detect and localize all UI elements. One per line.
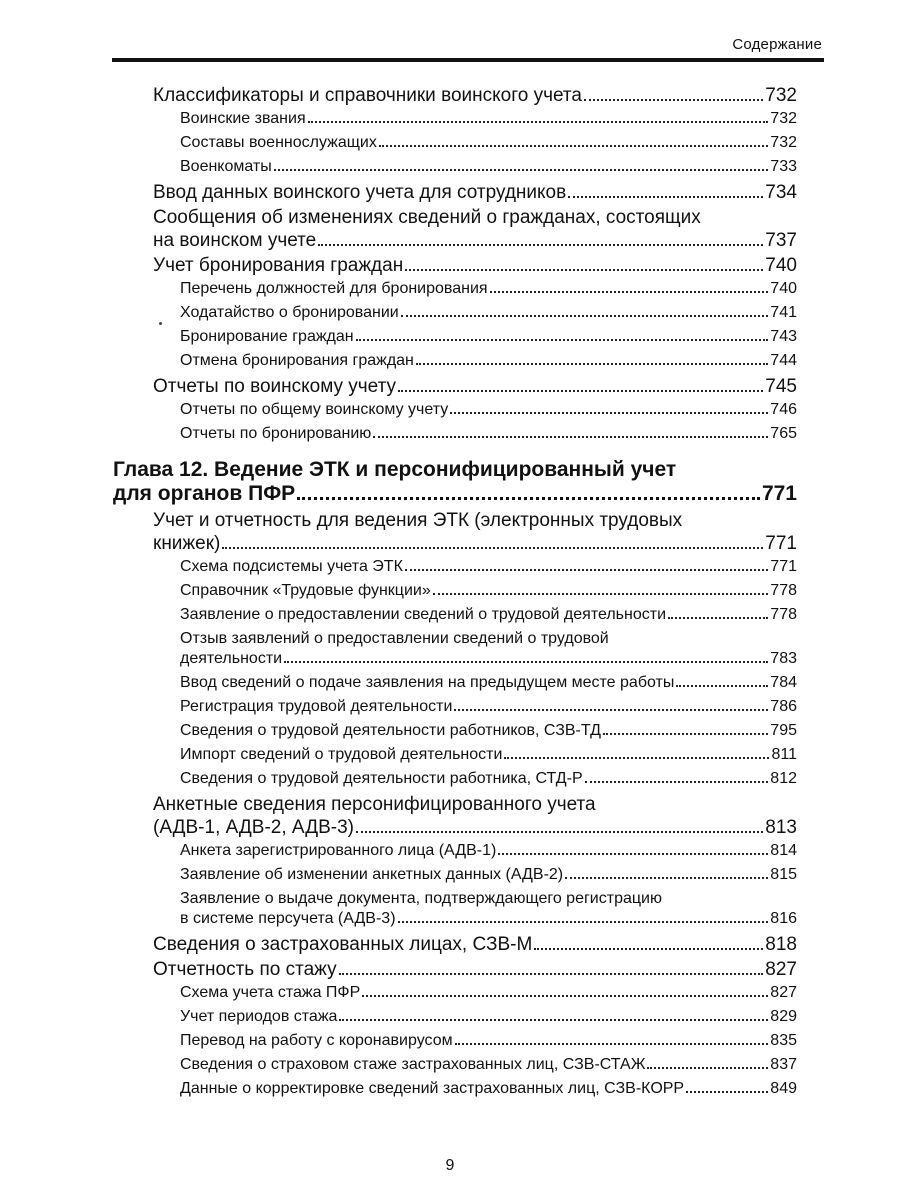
toc-section [153, 375, 797, 398]
table-of-contents [0, 84, 900, 1103]
toc-entry-line [113, 458, 797, 482]
toc-entry-title: Отмена бронирования граждан [180, 352, 414, 369]
toc-subsection [180, 1031, 797, 1051]
toc-subsection [180, 303, 797, 323]
toc-subsection [180, 557, 797, 577]
dot-leader [454, 709, 768, 711]
toc-section [153, 254, 797, 277]
toc-subsection [180, 841, 797, 861]
toc-subsection [180, 889, 797, 929]
toc-subsection [180, 629, 797, 669]
toc-entry-title: Заявление о выдаче документа, подтверждающего регистрацию [180, 890, 662, 907]
toc-entry-title: Ввод данных воинского учета для сотрудников [153, 182, 567, 203]
toc-entry-line [153, 229, 797, 252]
toc-subsection [180, 400, 797, 420]
toc-page-number: 745 [765, 376, 797, 397]
toc-subsection [180, 424, 797, 444]
toc-entry-title: Схема подсистемы учета ЭТК [180, 558, 403, 575]
toc-page-number: 778 [770, 606, 797, 623]
dot-leader [647, 1067, 768, 1069]
dot-leader [565, 877, 768, 879]
toc-page-number: 835 [770, 1032, 797, 1049]
toc-entry-title: Сведения о застрахованных лицах, СЗВ-М [153, 934, 533, 955]
toc-entry-title: Бронирование граждан [180, 328, 354, 345]
toc-subsection [180, 769, 797, 789]
toc-page-number: 813 [765, 817, 797, 838]
dot-leader [362, 995, 768, 997]
toc-page-number: 737 [765, 230, 797, 251]
dot-leader [534, 948, 763, 950]
toc-subsection [180, 745, 797, 765]
toc-page-number: 733 [770, 158, 797, 175]
dot-leader [297, 497, 760, 500]
toc-subsection [180, 1007, 797, 1027]
dot-leader [676, 685, 768, 687]
header-rule [112, 58, 824, 62]
toc-entry-title: Военкоматы [180, 158, 272, 175]
toc-entry-title: Заявление об изменении анкетных данных (АДВ-2) [180, 866, 564, 883]
toc-entry-title: Перевод на работу с коронавирусом [180, 1032, 453, 1049]
toc-subsection [180, 1055, 797, 1075]
toc-entry-title: Сообщения об изменениях сведений о гражданах, состоящих [153, 207, 701, 228]
toc-entry-title: Перечень должностей для бронирования [180, 280, 488, 297]
dot-leader [222, 547, 763, 549]
toc-subsection [180, 721, 797, 741]
dot-leader [379, 145, 768, 147]
toc-entry-title: Глава 12. Ведение ЭТК и персонифицированный учет [113, 458, 677, 481]
toc-subsection [180, 157, 797, 177]
toc-page-number: 812 [770, 770, 797, 787]
toc-page-number: 849 [770, 1080, 797, 1097]
toc-entry-title: Воинские звания [180, 110, 306, 127]
toc-page-number: 818 [765, 934, 797, 955]
toc-page-number: 815 [770, 866, 797, 883]
toc-entry-title: Ввод сведений о подаче заявления на предыдущем месте работы [180, 674, 675, 691]
toc-page-number: 795 [770, 722, 797, 739]
toc-section [153, 509, 797, 555]
toc-page-number: 732 [770, 110, 797, 127]
toc-subsection [180, 983, 797, 1003]
dot-leader [398, 921, 769, 923]
toc-section [153, 793, 797, 839]
toc-entry-line [153, 206, 797, 229]
toc-entry-title: Регистрация трудовой деятельности [180, 698, 453, 715]
toc-page-number: 814 [770, 842, 797, 859]
toc-entry-title: Данные о корректировке сведений застрахованных лиц, СЗВ-КОРР [180, 1080, 685, 1097]
toc-subsection [180, 581, 797, 601]
toc-entry-line [153, 509, 797, 532]
toc-page-number: 827 [765, 959, 797, 980]
dot-leader [318, 244, 763, 246]
dot-leader [584, 99, 763, 101]
dot-leader [339, 1019, 768, 1021]
toc-section [153, 84, 797, 107]
dot-leader [398, 390, 763, 392]
dot-leader [568, 196, 763, 198]
page-number: 9 [445, 1157, 455, 1174]
running-head: Содержание [732, 36, 822, 53]
toc-page-number: 786 [770, 698, 797, 715]
toc-page-number: 829 [770, 1008, 797, 1025]
toc-entry-title: Сведения о страховом стаже застрахованных лиц, СЗВ-СТАЖ [180, 1056, 646, 1073]
toc-entry-title: Справочник «Трудовые функции» [180, 582, 431, 599]
toc-page-number: 784 [770, 674, 797, 691]
toc-subsection [180, 605, 797, 625]
toc-entry-title: Импорт сведений о трудовой деятельности [180, 746, 503, 763]
toc-page-number: 744 [770, 352, 797, 369]
toc-page-number: 837 [770, 1056, 797, 1073]
toc-entry-title: Отчетность по стажу [153, 959, 337, 980]
toc-subsection [180, 697, 797, 717]
toc-subsection [180, 1079, 797, 1099]
dot-leader [433, 593, 769, 595]
toc-entry-title: книжек) [153, 533, 221, 554]
toc-page-number: 732 [770, 134, 797, 151]
toc-subsection [180, 865, 797, 885]
toc-page-number: 771 [770, 558, 797, 575]
toc-page-number: 732 [765, 85, 797, 106]
toc-entry-title: Отчеты по воинскому учету [153, 376, 397, 397]
toc-entry-line [153, 793, 797, 816]
toc-page-number: 827 [770, 984, 797, 1001]
toc-entry-title: Отчеты по общему воинскому учету [180, 401, 449, 418]
stray-dot-mark [159, 322, 162, 325]
dot-leader [356, 339, 769, 341]
toc-section [153, 958, 797, 981]
dot-leader [490, 291, 769, 293]
dot-leader [284, 661, 768, 663]
dot-leader [603, 733, 768, 735]
toc-entry-title: на воинском учете [153, 230, 317, 251]
dot-leader [308, 121, 769, 123]
toc-page-number: 765 [770, 425, 797, 442]
toc-entry-title: Сведения о трудовой деятельности работников, СЗВ-ТД [180, 722, 601, 739]
toc-entry-title: в системе персучета (АДВ-3) [180, 910, 396, 927]
toc-entry-title: Схема учета стажа ПФР [180, 984, 361, 1001]
dot-leader [504, 757, 769, 759]
toc-page-number: 771 [765, 533, 797, 554]
toc-entry-title: (АДВ-1, АДВ-2, АДВ-3) [153, 817, 354, 838]
toc-entry-title: Составы военнослужащих [180, 134, 377, 151]
toc-subsection [180, 327, 797, 347]
toc-entry-line [113, 482, 797, 506]
dot-leader [668, 617, 768, 619]
toc-entry-title: Ходатайство о бронировании [180, 304, 399, 321]
toc-entry-line [180, 889, 797, 909]
toc-section [153, 933, 797, 956]
toc-page-number: 816 [770, 910, 797, 927]
toc-subsection [180, 279, 797, 299]
toc-section [153, 206, 797, 252]
toc-page-number: 811 [771, 746, 797, 763]
toc-entry-title: Учет периодов стажа [180, 1008, 338, 1025]
toc-subsection [180, 673, 797, 693]
toc-page-number: 741 [770, 304, 797, 321]
toc-entry-line [153, 816, 797, 839]
toc-page-number: 743 [770, 328, 797, 345]
toc-entry-title: деятельности [180, 650, 283, 667]
toc-page-number: 771 [761, 482, 797, 505]
dot-leader [498, 853, 768, 855]
toc-subsection [180, 351, 797, 371]
dot-leader [686, 1091, 768, 1093]
dot-leader [416, 363, 768, 365]
toc-entry-line [180, 909, 797, 929]
toc-entry-title: Анкета зарегистрированного лица (АДВ-1) [180, 842, 497, 859]
dot-leader [401, 315, 769, 317]
toc-entry-title: Отзыв заявлений о предоставлении сведений о трудовой [180, 630, 609, 647]
dot-leader [274, 169, 769, 171]
dot-leader [373, 436, 768, 438]
toc-page-number: 740 [765, 255, 797, 276]
toc-subsection [180, 133, 797, 153]
toc-subsection [180, 109, 797, 129]
toc-entry-title: Анкетные сведения персонифицированного учета [153, 794, 596, 815]
toc-entry-line [180, 629, 797, 649]
dot-leader [405, 269, 763, 271]
toc-entry-title: Классификаторы и справочники воинского учета [153, 85, 582, 106]
toc-section [153, 181, 797, 204]
dot-leader [450, 412, 768, 414]
toc-page-number: 740 [770, 280, 797, 297]
toc-entry-title: Отчеты по бронированию [180, 425, 372, 442]
toc-page-number: 783 [770, 650, 797, 667]
dot-leader [405, 569, 768, 571]
toc-chapter [113, 458, 797, 506]
toc-page-number: 746 [770, 401, 797, 418]
toc-entry-title: Учет и отчетность для ведения ЭТК (электронных трудовых [153, 510, 683, 531]
toc-page-number: 734 [765, 182, 797, 203]
toc-entry-line [180, 649, 797, 669]
toc-entry-title: Учет бронирования граждан [153, 255, 404, 276]
dot-leader [339, 973, 764, 975]
toc-entry-title: Сведения о трудовой деятельности работника, СТД-Р [180, 770, 583, 787]
dot-leader [585, 781, 769, 783]
toc-entry-line [153, 532, 797, 555]
dot-leader [356, 831, 763, 833]
toc-page-number: 778 [770, 582, 797, 599]
toc-entry-title: Заявление о предоставлении сведений о трудовой деятельности [180, 606, 667, 623]
dot-leader [455, 1043, 769, 1045]
toc-entry-title: для органов ПФР [113, 482, 296, 505]
